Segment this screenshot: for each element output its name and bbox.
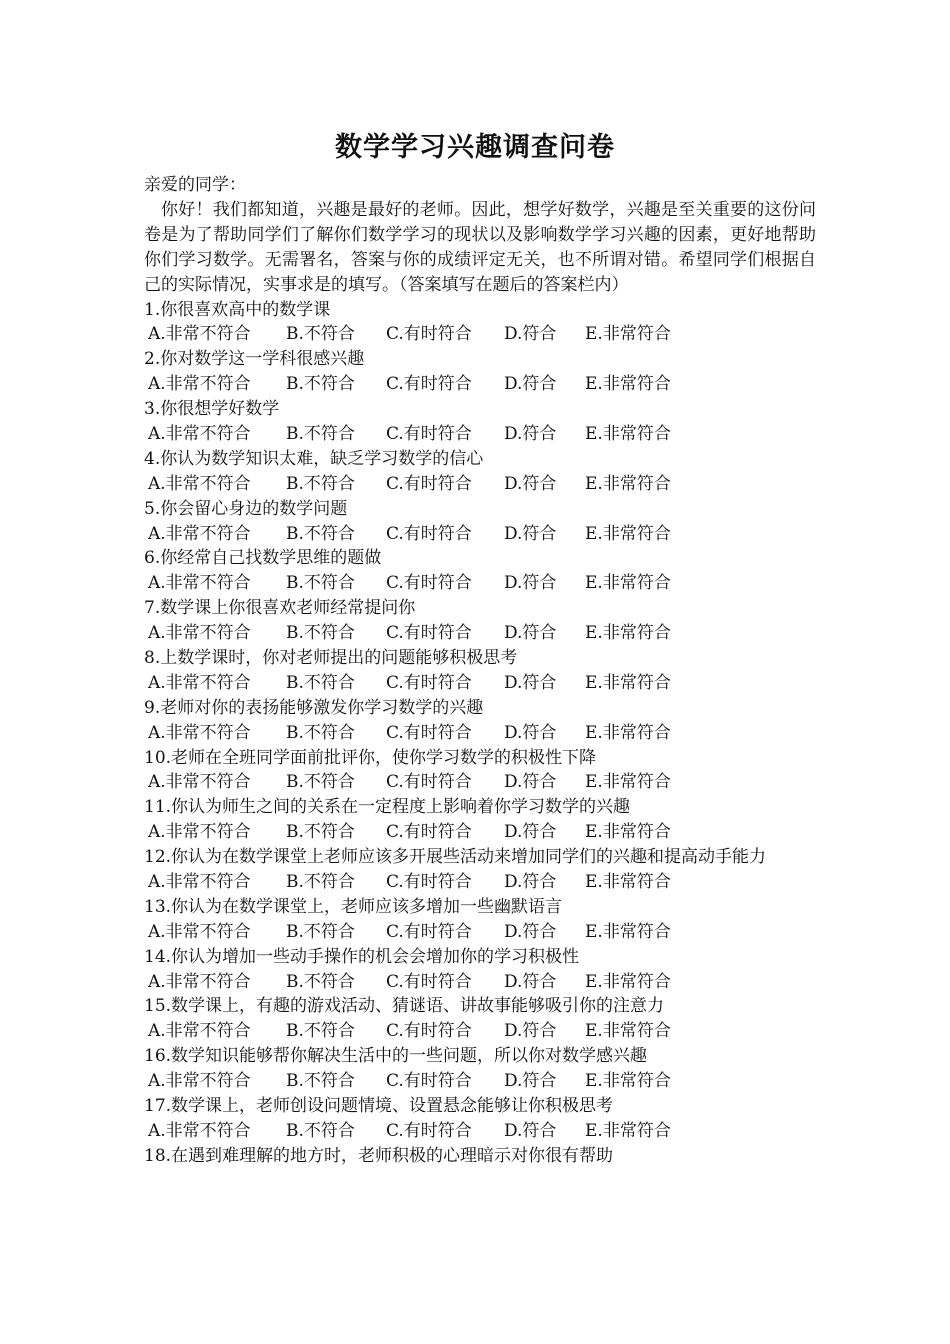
option-e: E.非常符合 [585,822,671,843]
option-e: E.非常符合 [585,672,671,693]
question-text: 4.你认为数学知识太难，缺乏学习数学的信心 [144,448,484,469]
option-c: C.有时符合 [386,1021,472,1042]
option-e: E.非常符合 [585,1021,671,1042]
option-c: C.有时符合 [386,374,472,395]
option-b: B.不符合 [286,623,355,644]
question-text: 6.你经常自己找数学思维的题做 [144,548,382,569]
option-c: C.有时符合 [386,1071,472,1092]
option-c: C.有时符合 [386,822,472,843]
answer-options [144,472,816,497]
option-d: D.符合 [504,374,557,395]
option-a: A.非常不符合 [148,921,251,942]
option-d: D.符合 [504,573,557,594]
option-b: B.不符合 [286,722,355,743]
option-c: C.有时符合 [386,623,472,644]
option-d: D.符合 [504,473,557,494]
option-e: E.非常符合 [585,374,671,395]
option-e: E.非常符合 [585,523,671,544]
question-text: 11.你认为师生之间的关系在一定程度上影响着你学习数学的兴趣 [144,797,631,818]
answer-options [144,870,816,895]
answer-options [144,770,816,795]
question-text: 15.数学课上，有趣的游戏活动、猜谜语、讲故事能够吸引你的注意力 [144,996,665,1017]
option-e: E.非常符合 [585,324,671,345]
option-b: B.不符合 [286,872,355,893]
option-e: E.非常符合 [585,921,671,942]
answer-options [144,322,816,347]
option-a: A.非常不符合 [148,573,251,594]
answer-options [144,920,816,945]
option-c: C.有时符合 [386,523,472,544]
option-e: E.非常符合 [585,772,671,793]
intro-paragraph: 你好！我们都知道，兴趣是最好的老师。因此，想学好数学，兴趣是至关重要的这份问卷是为了帮助同学们了解你们数学学习的现状以及影响数学学习兴趣的因素，更好地帮助你们学习数学。无需署名，答案与你的成绩评定无关，也不所谓对错。希望同学们根据自己的实际情况，实事求是的填写。（答案填写在题后的答案栏内） [144,199,816,295]
option-a: A.非常不符合 [148,971,251,992]
option-d: D.符合 [504,772,557,793]
option-e: E.非常符合 [585,872,671,893]
option-c: C.有时符合 [386,423,472,444]
option-a: A.非常不符合 [148,772,251,793]
document-body [144,173,816,1169]
question-text: 16.数学知识能够帮你解决生活中的一些问题，所以你对数学感兴趣 [144,1046,648,1067]
question-text: 12.你认为在数学课堂上老师应该多开展些活动来增加同学们的兴趣和提高动手能力 [144,847,767,868]
option-e: E.非常符合 [585,1071,671,1092]
answer-options [144,522,816,547]
option-c: C.有时符合 [386,473,472,494]
answer-options [144,970,816,995]
option-a: A.非常不符合 [148,324,251,345]
answer-options [144,422,816,447]
answer-options [144,1069,816,1094]
option-c: C.有时符合 [386,971,472,992]
question-text: 9.老师对你的表扬能够激发你学习数学的兴趣 [144,697,484,718]
option-a: A.非常不符合 [148,1120,251,1141]
option-a: A.非常不符合 [148,722,251,743]
option-b: B.不符合 [286,1071,355,1092]
option-c: C.有时符合 [386,772,472,793]
answer-options [144,1019,816,1044]
option-e: E.非常符合 [585,473,671,494]
option-a: A.非常不符合 [148,1021,251,1042]
option-d: D.符合 [504,324,557,345]
option-e: E.非常符合 [585,423,671,444]
question-text: 13.你认为在数学课堂上，老师应该多增加一些幽默语言 [144,896,563,917]
question-text: 1.你很喜欢高中的数学课 [144,299,331,320]
option-c: C.有时符合 [386,722,472,743]
answer-options [144,721,816,746]
option-e: E.非常符合 [585,573,671,594]
option-a: A.非常不符合 [148,473,251,494]
option-b: B.不符合 [286,374,355,395]
option-e: E.非常符合 [585,1120,671,1141]
option-d: D.符合 [504,822,557,843]
option-d: D.符合 [504,623,557,644]
option-e: E.非常符合 [585,623,671,644]
question-text: 7.数学课上你很喜欢老师经常提问你 [144,598,416,619]
option-b: B.不符合 [286,423,355,444]
option-b: B.不符合 [286,772,355,793]
answer-options [144,621,816,646]
option-b: B.不符合 [286,324,355,345]
question-text: 17.数学课上，老师创设问题情境、设置悬念能够让你积极思考 [144,1096,614,1117]
option-a: A.非常不符合 [148,822,251,843]
question-list [144,298,816,1169]
option-d: D.符合 [504,423,557,444]
option-b: B.不符合 [286,971,355,992]
greeting: 亲爱的同学： [144,175,246,195]
option-c: C.有时符合 [386,324,472,345]
option-a: A.非常不符合 [148,523,251,544]
option-d: D.符合 [504,1120,557,1141]
question-text: 5.你会留心身边的数学问题 [144,498,348,519]
option-c: C.有时符合 [386,672,472,693]
option-c: C.有时符合 [386,921,472,942]
question-text: 2.你对数学这一学科很感兴趣 [144,349,365,370]
option-a: A.非常不符合 [148,672,251,693]
question-text: 8.上数学课时，你对老师提出的问题能够积极思考 [144,647,518,668]
question-text: 14.你认为增加一些动手操作的机会会增加你的学习积极性 [144,946,580,967]
option-c: C.有时符合 [386,573,472,594]
option-a: A.非常不符合 [148,872,251,893]
question-text: 18.在遇到难理解的地方时，老师积极的心理暗示对你很有帮助 [144,1145,614,1166]
option-d: D.符合 [504,722,557,743]
option-d: D.符合 [504,523,557,544]
option-b: B.不符合 [286,473,355,494]
option-d: D.符合 [504,1021,557,1042]
answer-options [144,571,816,596]
option-d: D.符合 [504,1071,557,1092]
option-b: B.不符合 [286,523,355,544]
option-b: B.不符合 [286,573,355,594]
option-b: B.不符合 [286,1021,355,1042]
option-d: D.符合 [504,872,557,893]
option-d: D.符合 [504,921,557,942]
option-e: E.非常符合 [585,722,671,743]
option-d: D.符合 [504,672,557,693]
question-text: 10.老师在全班同学面前批评你，使你学习数学的积极性下降 [144,747,597,768]
option-c: C.有时符合 [386,1120,472,1141]
option-a: A.非常不符合 [148,374,251,395]
option-e: E.非常符合 [585,971,671,992]
option-b: B.不符合 [286,672,355,693]
option-b: B.不符合 [286,921,355,942]
answer-options [144,372,816,397]
answer-options [144,671,816,696]
option-a: A.非常不符合 [148,423,251,444]
document-title: 数学学习兴趣调查问卷 [335,132,615,163]
option-b: B.不符合 [286,822,355,843]
option-c: C.有时符合 [386,872,472,893]
option-b: B.不符合 [286,1120,355,1141]
answer-options [144,820,816,845]
option-a: A.非常不符合 [148,1071,251,1092]
answer-options [144,1119,816,1144]
question-text: 3.你很想学好数学 [144,399,280,420]
option-a: A.非常不符合 [148,623,251,644]
option-d: D.符合 [504,971,557,992]
